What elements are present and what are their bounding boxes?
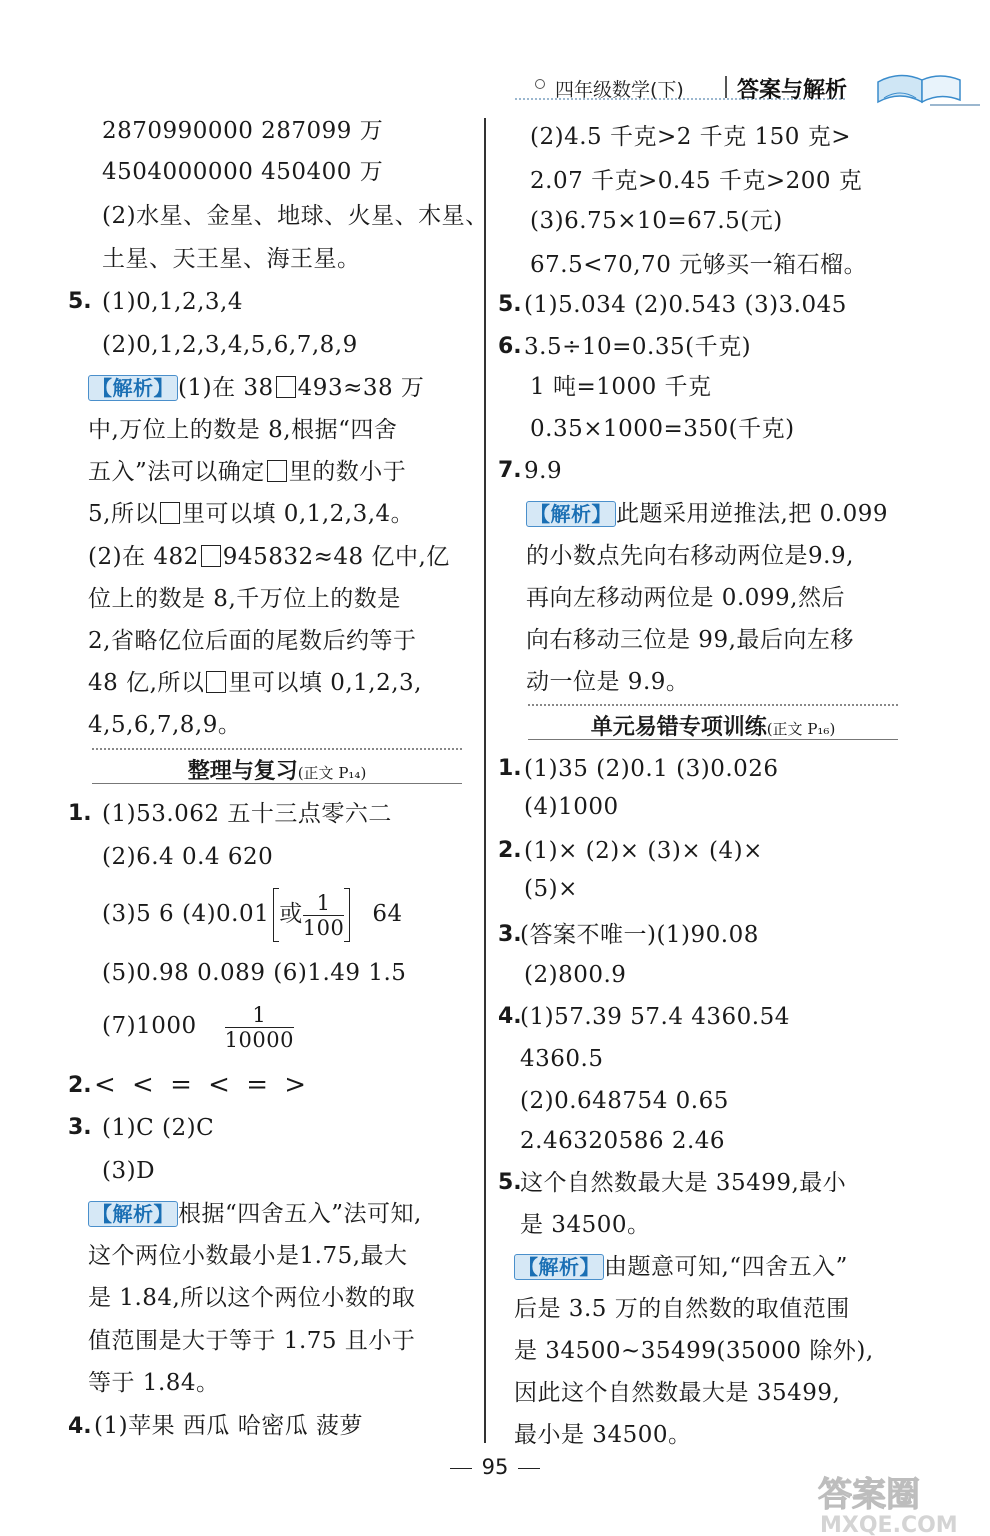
analysis-text: 五入”法可以确定 [88,459,265,485]
text-line: (1)57.39 57.4 4360.54 [520,1004,790,1030]
analysis-line: 因此这个自然数最大是 35499, [514,1380,841,1406]
section-heading [528,704,898,740]
question-number: 6. [498,334,522,359]
analysis-line: 是 34500~35499(35000 除外), [514,1338,874,1364]
footer-dash [518,1468,540,1469]
header-grade-label: 四年级数学(下) [555,79,684,101]
section-title-text: 单元易错专项训练 [590,715,767,740]
watermark-logo-icon [810,1470,985,1536]
question-number: 4. [68,1414,92,1439]
text-line: 4360.5 [520,1046,604,1072]
analysis-text: 里可以填 0,1,2,3, [228,670,422,696]
analysis-text: 根据“四舍五入”法可知, [178,1201,422,1227]
question-number: 2. [68,1073,92,1098]
analysis-line: 是 1.84,所以这个两位小数的取 [88,1285,416,1311]
answer-text: 或 [279,901,303,927]
analysis-line: 中,万位上的数是 8,根据“四舍 [88,417,398,443]
section-dotted-rule [92,748,462,750]
text-line: 3.5÷10=0.35(千克) [524,334,752,360]
analysis-text: (2)在 482 [88,544,199,570]
bracket-right [344,888,350,942]
text-line: (答案不唯一)(1)90.08 [520,922,759,948]
analysis-line: 后是 3.5 万的自然数的取值范围 [514,1296,850,1322]
section-dotted-rule [528,704,898,706]
analysis-line: 的小数点先向右移动两位是9.9, [526,543,854,569]
question-number: 4. [498,1004,522,1029]
fraction-numerator: 1 [316,890,331,915]
text-line [102,998,294,1054]
svg-text:答案圈: 答案圈 [818,1475,920,1515]
text-line: (3)6.75×10=67.5(元) [530,208,783,234]
analysis-line: 最小是 34500。 [514,1422,692,1448]
text-line: 是 34500。 [520,1212,651,1238]
question-number: 3. [68,1115,92,1140]
text-line: (1)C (2)C [102,1115,215,1141]
analysis-text: 里可以填 0,1,2,3,4。 [181,501,415,527]
text-line: 1 吨=1000 千克 [530,374,712,400]
fraction [225,1003,294,1052]
text-line: (2)0.648754 0.65 [520,1088,729,1114]
text-line: (2)0,1,2,3,4,5,6,7,8,9 [102,332,358,358]
text-line: (5)0.98 0.089 (6)1.49 1.5 [102,960,407,986]
analysis-text: 此题采用逆推法,把 0.099 [616,501,888,527]
analysis-line [514,1252,848,1282]
text-line: 土星、天王星、海王星。 [102,246,361,272]
text-line: (2)水星、金星、地球、火星、木星、 [102,203,489,229]
analysis-line: 再向左移动两位是 0.099,然后 [526,585,845,611]
blank-box [160,502,180,524]
analysis-line: 位上的数是 8,千万位上的数是 [88,586,401,612]
text-line: 2.07 千克>0.45 千克>200 克 [530,168,863,194]
column-divider [484,118,486,1443]
text-line: (2)800.9 [524,962,627,988]
analysis-tag: 【解析】 [514,1254,604,1280]
text-line: 0.35×1000=350(千克) [530,416,795,442]
analysis-tag: 【解析】 [88,375,178,401]
analysis-tag: 【解析】 [88,1201,178,1227]
analysis-line [88,1199,422,1229]
question-number: 5. [498,1170,522,1195]
question-number: 1. [498,756,522,781]
text-line: 2.46320586 2.46 [520,1128,726,1154]
section-title-text: 整理与复习 [187,759,298,784]
blank-box [276,376,296,398]
header-separator [725,76,727,98]
question-number: 5. [68,289,92,314]
text-line: (1)5.034 (2)0.543 (3)3.045 [524,292,847,318]
analysis-text: 48 亿,所以 [88,670,205,696]
section-rule [92,783,462,784]
text-line: 这个自然数最大是 35499,最小 [520,1170,847,1196]
text-line [102,886,403,942]
text-line: (1)53.062 五十三点零六二 [102,801,392,827]
text-line: (1)35 (2)0.1 (3)0.026 [524,756,779,782]
text-line: (1)× (2)× (3)× (4)× [524,838,763,864]
page-header [515,72,985,108]
section-page-ref: (正文 P₁₆) [766,720,836,738]
question-number: 3. [498,922,522,947]
answer-text: 64 [372,901,403,927]
analysis-text: 945832≈48 亿中,亿 [222,544,450,570]
fraction-denominator: 10000 [224,1027,294,1052]
section-rule [528,739,898,740]
header-section-title: 答案与解析 [737,78,848,103]
analysis-line [526,499,888,529]
analysis-line [88,373,424,403]
text-line: (5)× [524,876,578,902]
analysis-line: 4,5,6,7,8,9。 [88,712,242,738]
blank-box [201,545,221,567]
fraction-numerator: 1 [252,1002,267,1027]
analysis-text: 493≈38 万 [297,375,425,401]
question-number: 2. [498,838,522,863]
text-line: (2)4.5 千克>2 千克 150 克> [530,124,851,150]
section-title [528,710,898,741]
svg-text:MXQE.COM: MXQE.COM [820,1513,958,1536]
blank-box [267,460,287,482]
footer-dash [450,1468,472,1469]
text-line: (1)苹果 西瓜 哈密瓜 菠萝 [94,1413,364,1439]
text-line: (1)0,1,2,3,4 [102,289,243,315]
section-heading [92,748,462,784]
text-line: (3)D [102,1158,156,1184]
text-line: 2870990000 287099 万 [102,118,384,144]
text-line: 4504000000 450400 万 [102,159,384,185]
analysis-line: 值范围是大于等于 1.75 且小于 [88,1328,416,1354]
text-line: (4)1000 [524,794,619,820]
header-bullet-icon [535,79,545,89]
analysis-line: 等于 1.84。 [88,1370,220,1396]
section-title [92,754,462,785]
analysis-text: 里的数小于 [288,459,407,485]
text-line: 9.9 [524,458,563,484]
analysis-text: 5,所以 [88,501,158,527]
fraction [303,891,345,940]
analysis-line [88,499,414,529]
analysis-line [88,542,450,572]
question-number: 1. [68,801,92,826]
analysis-text: 由题意可知,“四舍五入” [604,1254,848,1280]
book-logo-icon [870,72,980,108]
text-line: < < = < = > [94,1070,311,1100]
fraction-denominator: 100 [302,915,345,940]
text-line: (2)6.4 0.4 620 [102,844,274,870]
section-page-ref: (正文 P₁₄) [297,764,367,782]
analysis-line [88,668,422,698]
answer-text: (3)5 6 (4)0.01 [102,901,270,927]
analysis-text: (1)在 38 [178,375,274,401]
analysis-tag: 【解析】 [526,501,616,527]
page-number: 95 [481,1455,509,1479]
analysis-line: 2,省略亿位后面的尾数后约等于 [88,628,417,654]
analysis-line: 这个两位小数最小是1.75,最大 [88,1243,408,1269]
blank-box [206,671,226,693]
analysis-line: 向右移动三位是 99,最后向左移 [526,627,854,653]
answer-text: (7)1000 [102,1013,197,1039]
question-number: 7. [498,458,522,483]
question-number: 5. [498,292,522,317]
analysis-line [88,457,406,487]
analysis-line: 动一位是 9.9。 [526,669,690,695]
text-line: 67.5<70,70 元够买一箱石榴。 [530,252,868,278]
